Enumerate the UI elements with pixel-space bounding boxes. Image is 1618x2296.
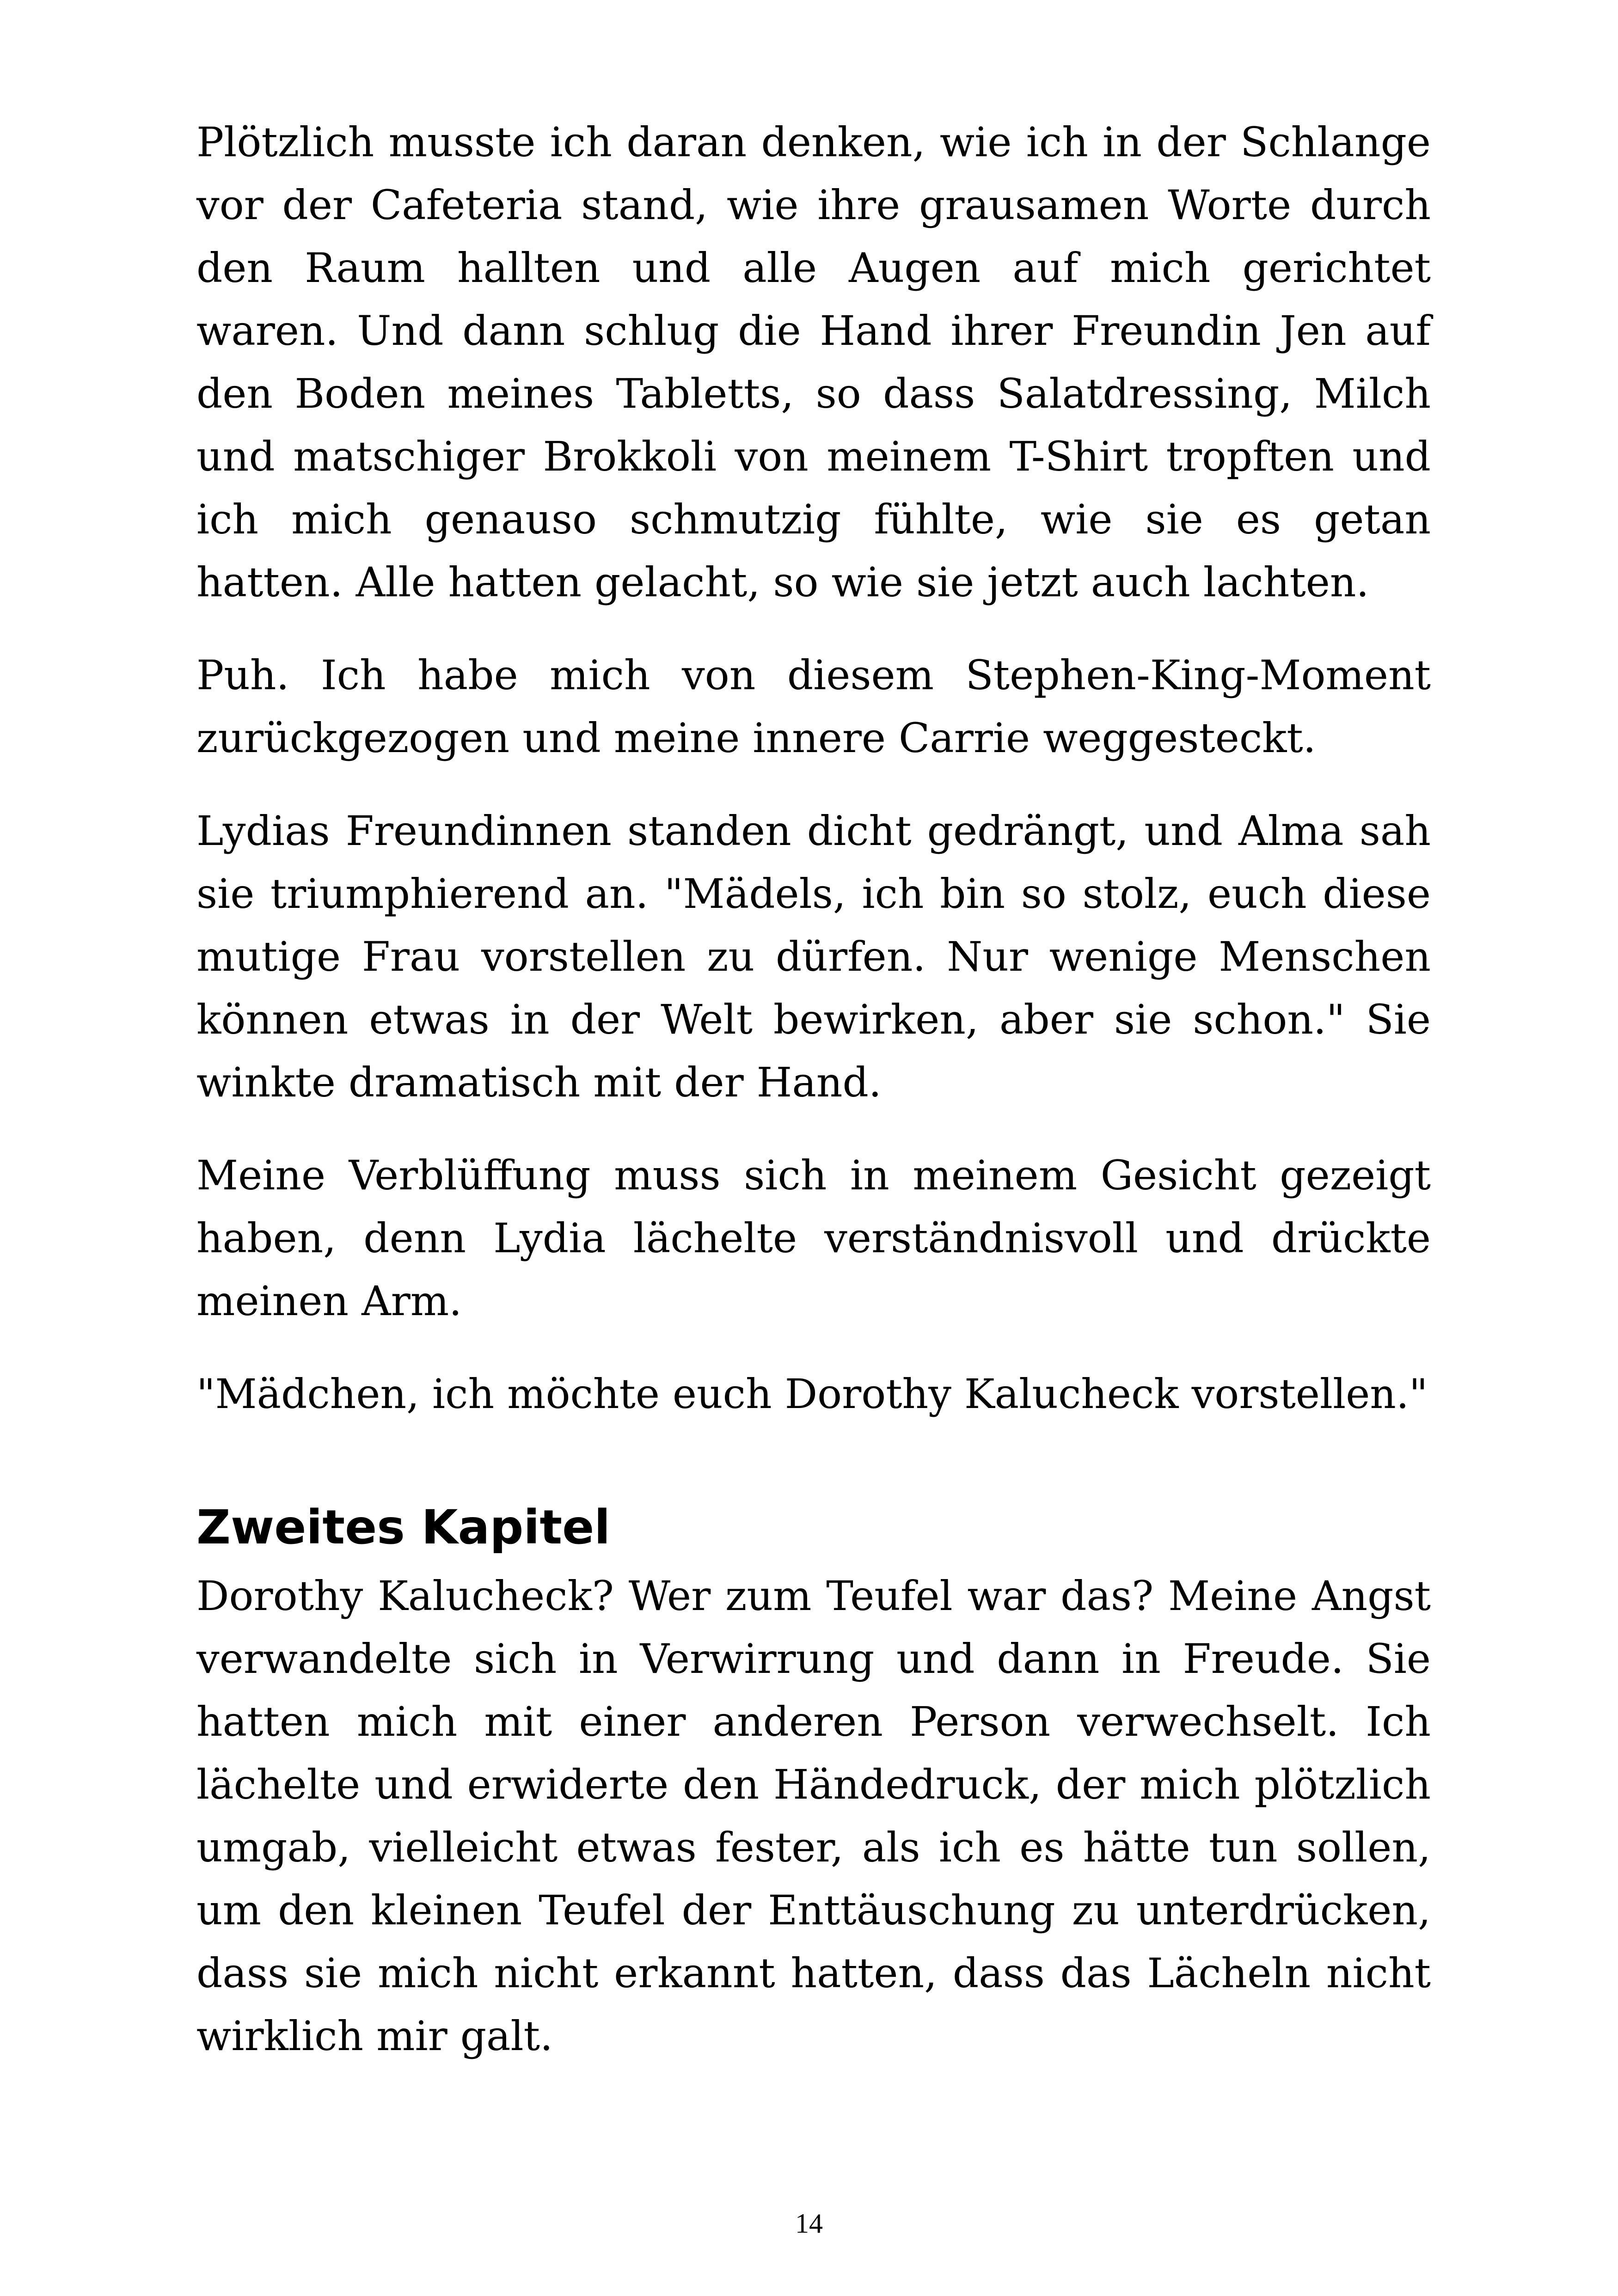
body-text-chapter	[196, 1565, 1431, 2068]
paragraph-5: "Mädchen, ich möchte euch Dorothy Kalucheck vorstellen."	[196, 1370, 1428, 1418]
paragraph-1: Plötzlich musste ich daran denken, wie ich in der Schlange vor der Cafeteria stand, wie ihre grausamen Worte durch den Raum hallten und alle Augen auf mich gerichtet waren. Und dann schlug die Hand ihrer Freundin Jen auf den Boden meines Tabletts, so dass Salatdressing, Milch und matschiger Brokkoli von meinem T-Shirt tropften und ich mich genauso schmutzig fühlte, wie sie es getan hatten. Alle hatten gelacht, so wie sie jetzt auch lachten.	[196, 118, 1431, 606]
paragraph-3: Lydias Freundinnen standen dicht gedrängt, und Alma sah sie triumphierend an. "Mädels, ich bin so stolz, euch diese mutige Frau vorstellen zu dürfen. Nur wenige Menschen können etwas in der Welt bewirken, aber sie schon." Sie winkte dramatisch mit der Hand.	[196, 807, 1431, 1106]
chapter-paragraph-1: Dorothy Kalucheck? Wer zum Teufel war das? Meine Angst verwandelte sich in Verwirrung und dann in Freude. Sie hatten mich mit einer anderen Person verwechselt. Ich lächelte und erwiderte den Händedruck, der mich plötzlich umgab, vielleicht etwas fester, als ich es hätte tun sollen, um den kleinen Teufel der Enttäuschung zu unterdrücken, dass sie mich nicht erkannt hatten, dass das Lächeln nicht wirklich mir galt.	[196, 1572, 1431, 2060]
paragraph-4: Meine Verblüffung muss sich in meinem Gesicht gezeigt haben, denn Lydia lächelte verständnisvoll und drückte meinen Arm.	[196, 1151, 1431, 1325]
chapter-heading: Zweites Kapitel	[196, 1500, 611, 1555]
body-text-top	[196, 111, 1431, 1426]
page-number: 14	[795, 2208, 823, 2239]
paragraph-2: Puh. Ich habe mich von diesem Stephen-King-Moment zurückgezogen und meine innere Carrie weggesteckt.	[196, 651, 1431, 762]
